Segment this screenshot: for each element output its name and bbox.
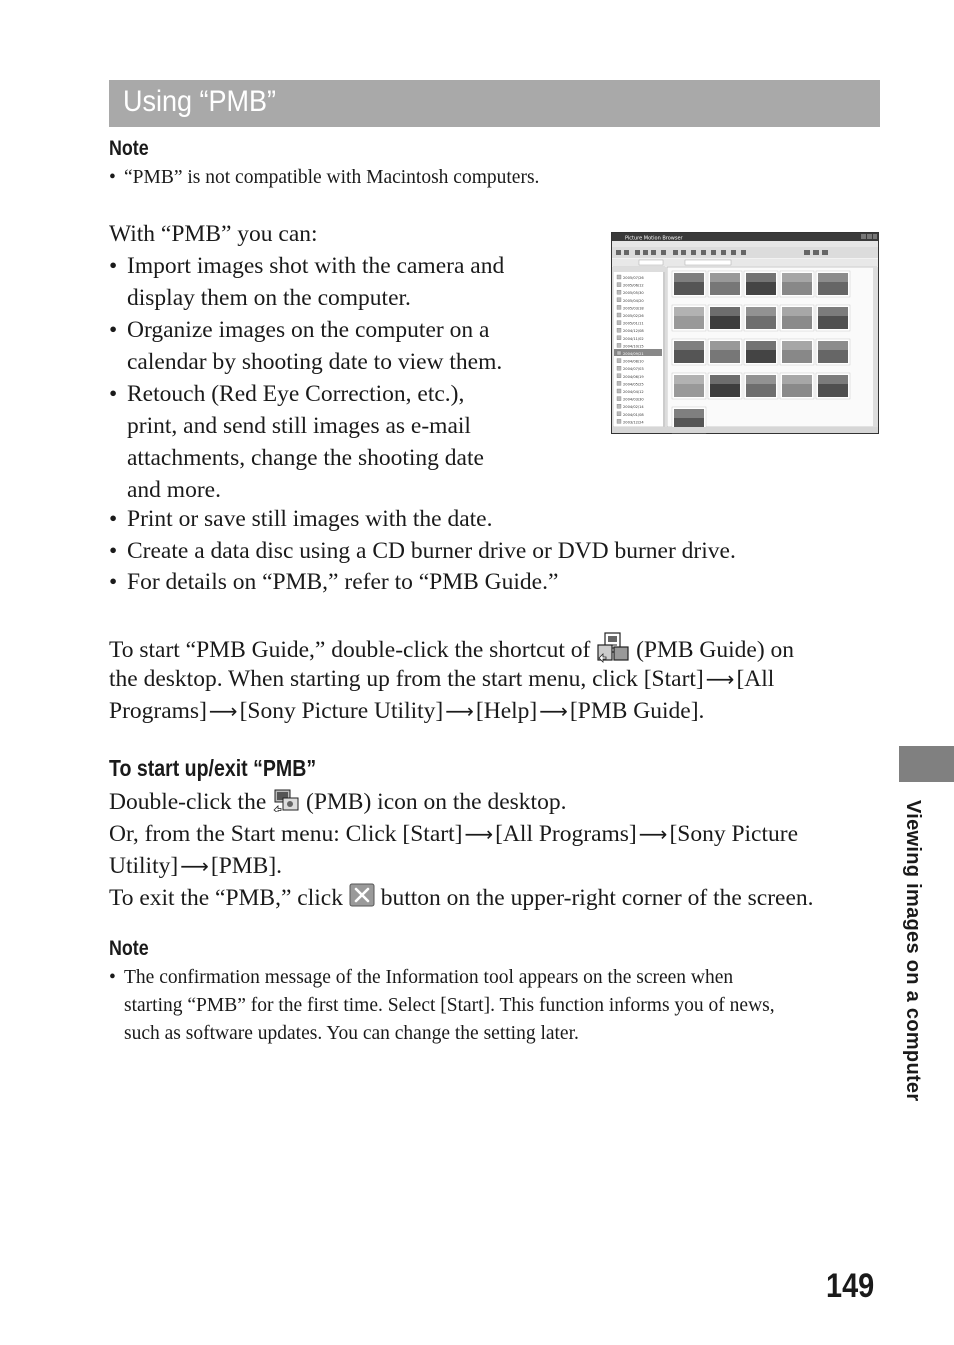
arrow-icon: ⟶ [208,699,238,723]
folder-icon [617,359,621,363]
note-text: starting “PMB” for the first time. Select [Start]. This function informs you of news, [124,995,775,1016]
feature-line: Create a data disc using a CD burner drive or DVD burner drive. [127,538,736,564]
startup-line-4: To exit the “PMB,” click button on the upper-right corner of the screen. [109,882,814,916]
folder-date-label: 2004/03/30 [623,397,644,402]
folder-date-label: 2004/01/08 [623,412,644,417]
folder-date-label: 2005/04/20 [623,298,644,303]
feature-line: Print or save still images with the date. [127,506,493,532]
folder-icon [617,298,621,302]
feature-line: Organize images on the computer on a [127,317,490,343]
folder-date-label: 2005/01/11 [623,321,644,326]
folder-date-label: 2004/02/14 [623,405,644,410]
folder-date-label: 2003/12/24 [623,420,644,425]
note-heading: Note [109,137,149,160]
folder-icon [617,397,621,401]
startup-line-2: Or, from the Start menu: Click [Start] ⟶[All Programs] ⟶[Sony Picture [109,818,798,850]
folder-icon [617,412,621,416]
section-banner [109,80,880,127]
feature-line: display them on the computer. [127,285,411,311]
note-bullet: • [109,967,116,988]
folder-date-label: 2004/07/03 [623,367,644,372]
folder-date-label: 2004/06/19 [623,374,644,379]
status-bar [612,427,878,433]
feature-bullet: • [109,538,118,564]
startup-line-1: Double-click the (PMB) icon on the desktop. [109,786,566,821]
feature-line: Retouch (Red Eye Correction, etc.), [127,381,465,407]
folder-icon [617,275,621,279]
feature-line: attachments, change the shooting date [127,445,484,471]
folder-icon [617,290,621,294]
folder-icon [617,305,621,309]
note-text: such as software updates. You can change the setting later. [124,1023,579,1044]
arrow-icon: ⟶ [464,822,494,846]
arrow-icon: ⟶ [638,822,668,846]
folder-icon [617,389,621,393]
note-heading: Note [109,937,149,960]
folder-icon [617,343,621,347]
feature-line: and more. [127,477,221,503]
pmb-desktop-icon [272,786,300,821]
folder-icon [617,381,621,385]
chapter-tab-label: Viewing images on a computer [902,800,924,1102]
folder-icon [617,313,621,317]
feature-line: For details on “PMB,” refer to “PMB Guide.” [127,569,559,595]
feature-bullet: • [109,253,118,279]
guide-line-2: the desktop. When starting up from the start menu, click [Start] ⟶[All [109,663,774,695]
note-text: “PMB” is not compatible with Macintosh computers. [124,167,540,188]
folder-icon [617,283,621,287]
feature-line: calendar by shooting date to view them. [127,349,503,375]
guide-line-3: Programs] ⟶[Sony Picture Utility] ⟶[Help] ⟶[PMB Guide]. [109,695,704,727]
startup-line-3: Utility] ⟶[PMB]. [109,850,282,882]
folder-date-label: 2004/08/10 [623,359,644,364]
folder-icon [617,351,621,355]
arrow-icon: ⟶ [705,667,735,691]
note-bullet: • [109,167,116,188]
section-title: Using “PMB” [123,85,277,118]
folder-date-label: 2005/05/30 [623,291,644,296]
folder-icon [617,321,621,325]
folder-icon [617,328,621,332]
guide-line-1: To start “PMB Guide,” double-click the shortcut of (PMB Guide) on [109,631,794,672]
folder-icon [617,366,621,370]
feature-bullet: • [109,506,118,532]
feature-line: Import images shot with the camera and [127,253,505,279]
folder-date-label: 2004/10/15 [623,344,644,349]
folder-date-label: 2005/07/26 [623,276,644,280]
folder-date-label: 2005/02/26 [623,314,644,318]
page-number: 149 [826,1267,875,1305]
note-text: The confirmation message of the Information tool appears on the screen when [124,967,734,988]
intro-text: With “PMB” you can: [109,221,318,247]
folder-icon [617,419,621,423]
folder-icon [617,336,621,340]
close-button-icon [349,883,375,916]
folder-date-label: 2004/09/21 [623,352,644,356]
arrow-icon: ⟶ [445,699,474,723]
folder-icon [617,404,621,408]
folder-date-label: 2005/06/12 [623,283,644,288]
folder-date-label: 2004/11/02 [623,336,644,341]
arrow-icon: ⟶ [539,699,568,723]
feature-bullet: • [109,569,118,595]
folder-date-label: 2005/03/18 [623,306,644,311]
feature-bullet: • [109,381,118,407]
folder-icon [617,374,621,378]
chapter-tab-marker [899,746,954,782]
feature-bullet: • [109,317,118,343]
folder-date-label: 2004/04/12 [623,390,644,394]
folder-date-label: 2004/12/08 [623,329,644,334]
arrow-icon: ⟶ [180,854,209,878]
window-title: Picture Motion Browser [625,235,683,242]
pmb-screenshot-figure [611,232,879,434]
startup-heading: To start up/exit “PMB” [109,755,317,781]
feature-line: print, and send still images as e-mail [127,413,471,439]
folder-date-label: 2004/05/25 [623,382,644,387]
